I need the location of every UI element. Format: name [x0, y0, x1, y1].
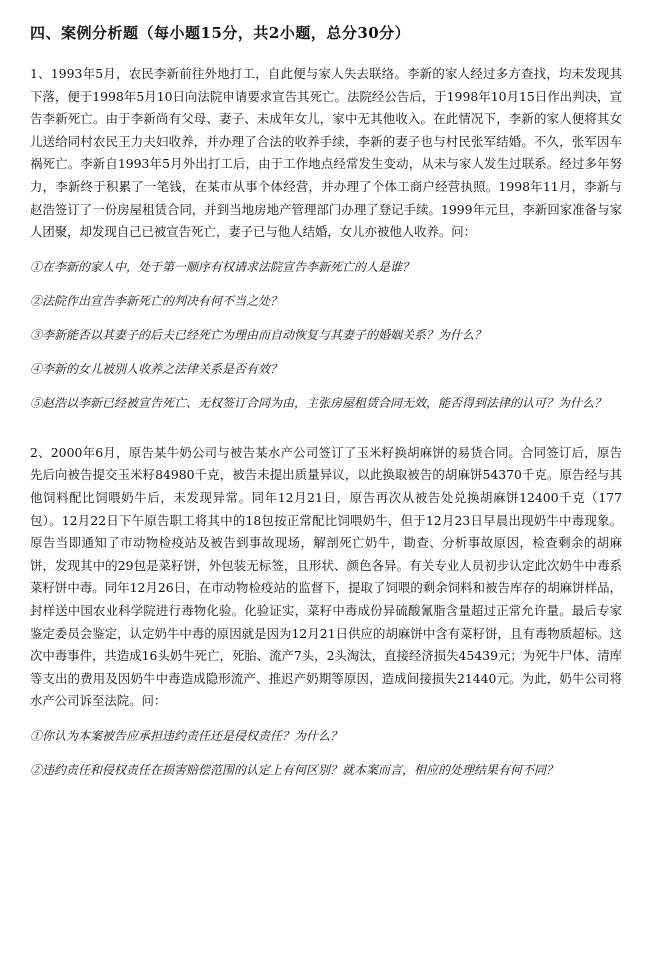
case2-question-1: ①你认为本案被告应承担违约责任还是侵权责任？为什么？	[30, 728, 343, 743]
case1-question-2: ②法院作出宣告李新死亡的判决有何不当之处？	[30, 293, 283, 308]
section-title: 四、案例分析题（每小题15分，共2小题，总分30分）	[30, 24, 411, 42]
spacer	[30, 414, 622, 442]
case1-text: 1、1993年5月，农民李新前往外地打工，自此便与家人失去联络。李新的家人经过多方查找，均未发现其下落，便于1998年5月10日向法院申请要求宣告其死亡。法院经公告后，于1998年10月15日作出判决，宣告李新死亡。由于李新尚有父母、妻子、未成年女儿，家中无其他收入。在此情况下，李新的家人便将其女儿送给同村农民王力夫妇收养，并办理了合法的收养手续，李新的妻子也与村民张军结婚。不久，张军因车祸死亡。李新自1993年5月外出打工后，由于工作地点经常发生变动，从未与家人发生过联系。经过多年努力，李新终于积累了一笔钱，在某市从事个体经营，并办理了个体工商户经营执照。1998年11月，李新与赵浩签订了一份房屋租赁合同，并到当地房地产管理部门办理了登记手续。1999年元旦，李新回家准备与家人团聚，却发现自己已被宣告死亡，妻子已与他人结婚，女儿亦被他人收养。问：	[30, 66, 622, 240]
case2-text: 2、2000年6月，原告某牛奶公司与被告某水产公司签订了玉米籽换胡麻饼的易货合同。合同签订后，原告先后向被告提交玉米籽84980千克，被告未提出质量异议，以此换取被告的胡麻饼54370千克。原告经与其他饲料配比饲喂奶牛后，未发现异常。同年12月21日，原告再次从被告处兑换胡麻饼12400千克（177包）。12月22日下午原告职工将其中的18包按正常配比饲喂奶牛，但于12月23日早晨出现奶牛中毒现象。原告当即通知了市动物检疫站及被告到事故现场，解剖死亡奶牛，勘查、分析事故原因，检查剩余的胡麻饼，发现其中的29包是菜籽饼，外包装无标签，且形状、颜色各异。有关专业人员初步认定此次奶牛中毒系菜籽饼中毒。同年12月26日，在市动物检疫站的监督下，提取了饲喂的剩余饲料和被告库存的胡麻饼样品，封样送中国农业科学院进行毒物化验。化验证实，菜籽中毒成份异硫酸氰脂含量超过正常允许量。最后专家鉴定委员会鉴定，认定奶牛中毒的原因就是因为12月21日供应的胡麻饼中含有菜籽饼，且有毒物质超标。这次中毒事件，共造成16头奶牛死亡，死胎、流产7头，2头淘汰，直接经济损失45439元；为死牛尸体、清库等支出的费用及因奶牛中毒造成隐形流产、推迟产奶期等原因，造成间接损失21440元。为此，奶牛公司将水产公司诉至法院。问：	[30, 444, 622, 709]
case2-question-2: ②违约责任和侵权责任在损害赔偿范围的认定上有何区别？就本案而言，相应的处理结果有何不同？	[30, 762, 559, 777]
case1-question-5: ⑤赵浩以李新已经被宣告死亡、无权签订合同为由，主张房屋租赁合同无效，能否得到法律的认可？为什么？	[30, 395, 607, 410]
case1-question-1: ①在李新的家人中，处于第一顺序有权请求法院宣告李新死亡的人是谁？	[30, 259, 415, 274]
case1-question-3: ③李新能否以其妻子的后夫已经死亡为理由而自动恢复与其妻子的婚姻关系？为什么？	[30, 327, 487, 342]
case1-question-4: ④李新的女儿被别人收养之法律关系是否有效？	[30, 361, 283, 376]
